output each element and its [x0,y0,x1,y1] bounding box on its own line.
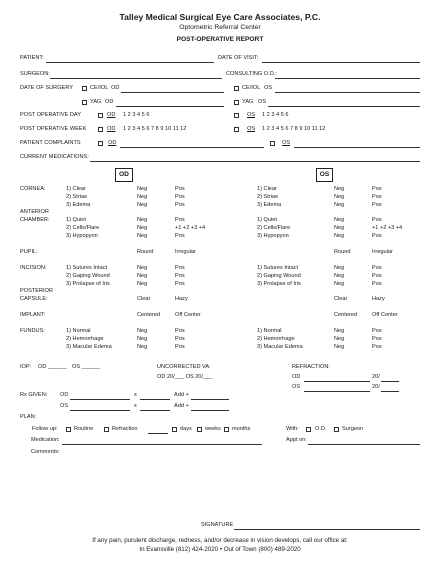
date-of-visit-field[interactable] [262,62,420,63]
os-pos-option[interactable]: Pos [372,233,382,239]
appt-on-label: Appt on: [286,437,307,443]
os-neg-option[interactable]: Neg [334,217,345,223]
os-pos-option[interactable]: Pos [372,194,382,200]
os-incision-item: 2) Gaping Wound [257,273,301,279]
rx-od-add-label: Add + [174,392,189,398]
od-pos-option[interactable]: Pos [175,202,185,208]
od-neg-option[interactable]: Neg [137,194,148,200]
od-neg-option[interactable]: Neg [137,344,148,350]
rx-os-add-field[interactable] [191,410,229,411]
rx-os-axis-field[interactable] [140,410,170,411]
os-pos-option[interactable]: Pos [372,186,382,192]
refraction-label: REFRACTION: [292,364,330,370]
refraction-od-va-label: 20/ [372,374,380,380]
post-op-day-od-checkbox[interactable] [98,113,103,118]
od-irregular-option[interactable]: Irregular [175,249,196,255]
rx-given-label: Rx GIVEN: [20,392,48,398]
complaints-os-checkbox[interactable] [270,141,275,146]
date-of-surgery-label: DATE OF SURGERY [20,85,73,91]
iop-label: IOP: [20,364,32,370]
rx-os-add-label: Add + [174,403,189,409]
signature-field[interactable] [234,529,420,530]
od-label: OD [105,99,114,105]
os-label: OS [258,99,267,105]
surgeon-label: SURGEON: [20,71,50,77]
consulting-od-field[interactable] [275,78,420,79]
os-neg-option[interactable]: Neg [334,328,345,334]
os-fundus-item: 2) Hemorrhage [257,336,295,342]
routine-checkbox[interactable] [66,427,71,432]
surgeon-field[interactable] [50,78,222,79]
os-pos-option[interactable]: Pos [372,336,382,342]
od-pos-option[interactable]: Pos [175,217,185,223]
post-op-week-od-numbers[interactable]: 1 2 3 4 5 6 7 8 9 10 11 12 [123,126,187,132]
refraction-od-va-field[interactable] [381,381,399,382]
os-off-center-option[interactable]: Off Center [372,312,398,318]
os-pos-option[interactable]: Pos [372,281,382,287]
refraction-os-va-field[interactable] [381,391,399,392]
os-chamber-item: 1) Quiet [257,217,277,223]
ce-iol-os-date[interactable] [275,92,420,93]
yag-os-checkbox[interactable] [234,100,239,105]
os-pos-option[interactable]: Pos [372,328,382,334]
rx-os-label: OS [60,403,69,409]
pupil-label: PUPIL: [20,249,38,255]
uncorrected-va-fields[interactable]: OD 20/___ OS 20/___ [157,374,213,380]
os-clear-option[interactable]: Clear [334,296,348,302]
cornea-label: CORNEA: [20,186,46,192]
os-pos-option[interactable]: Pos [372,344,382,350]
od-pos-option[interactable]: Pos [175,344,185,350]
od-pos-option[interactable]: Pos [175,194,185,200]
od-pos-option[interactable]: Pos [175,328,185,334]
clinic-name: Talley Medical Surgical Eye Care Associates, P.C. [119,12,321,22]
rx-od-x-label: x [134,392,137,398]
days-label: days [180,426,192,432]
os-neg-option[interactable]: Neg [334,265,345,271]
od-neg-option[interactable]: Neg [137,217,148,223]
ce-iol-od-checkbox[interactable] [82,86,87,91]
os-pos-option[interactable]: Pos [372,217,382,223]
od-header: OD [115,168,133,182]
os-header: OS [316,168,333,182]
os-centered-option[interactable]: Centered [334,312,358,318]
os-irregular-option[interactable]: Irregular [372,249,393,255]
with-surgeon-checkbox[interactable] [334,427,339,432]
complaints-os-field[interactable] [294,147,420,148]
od-neg-option[interactable]: Neg [137,281,148,287]
os-grade-options[interactable]: +1 +2 +3 +4 [372,225,403,231]
footer-phone-numbers: In Evansville (812) 424-2020 • Out of Town (800) 489-2020 [139,546,301,553]
od-pos-option[interactable]: Pos [175,336,185,342]
os-label: OS [247,112,256,118]
od-cornea-item: 2) Striae [66,194,88,200]
os-cornea-item: 1) Clear [257,186,277,192]
os-neg-option[interactable]: Neg [334,194,345,200]
refraction-od-field[interactable] [304,381,370,382]
current-medications-label: CURRENT MEDICATIONS: [20,154,89,160]
os-cornea-item: 2) Striae [257,194,279,200]
implant-label: IMPLANT: [20,312,46,318]
od-pos-option[interactable]: Pos [175,186,185,192]
patient-label: PATIENT: [20,55,44,61]
od-off-center-option[interactable]: Off Center [175,312,201,318]
os-fundus-item: 1) Normal [257,328,282,334]
os-round-option[interactable]: Round [334,249,351,255]
os-label: OS [247,126,256,132]
post-op-day-od-numbers[interactable]: 1 2 3 4 5 6 [123,112,150,118]
yag-od-label: YAG [90,99,102,105]
od-clear-option[interactable]: Clear [137,296,151,302]
post-op-week-label: POST OPERATIVE WEEK [20,126,87,132]
plan-label: PLAN: [20,414,37,420]
refraction-checkbox[interactable] [104,427,109,432]
os-chamber-item: 3) Hypopyon [257,233,289,239]
os-neg-option[interactable]: Neg [334,225,345,231]
fundus-label: FUNDUS: [20,328,45,334]
refraction-os-label: OS [292,384,301,390]
od-fundus-item: 1) Normal [66,328,91,334]
report-title: POST-OPERATIVE REPORT [176,36,264,43]
od-chamber-item: 1) Quiet [66,217,86,223]
patient-complaints-label: PATIENT COMPLAINTS [20,140,81,146]
signature-label: SIGNATURE [201,522,234,528]
ce-iol-od-date[interactable] [121,92,224,93]
patient-field[interactable] [46,62,214,63]
rx-od-add-field[interactable] [191,399,229,400]
rx-od-sphere-field[interactable] [70,399,130,400]
with-surgeon-label: Surgeon [342,426,364,432]
os-label: OS [264,85,273,91]
od-incision-item: 3) Prolapse of Iris [66,281,110,287]
os-neg-option[interactable]: Neg [334,273,345,279]
os-incision-item: 3) Prolapse of Iris [257,281,301,287]
refraction-option-label: Refraction [112,426,138,432]
post-op-week-od-checkbox[interactable] [98,127,103,132]
date-of-visit-label: DATE OF VISIT: [218,55,259,61]
od-pos-option[interactable]: Pos [175,281,185,287]
post-op-day-label: POST OPERATIVE DAY [20,112,81,118]
rx-od-label: OD [60,392,69,398]
os-cornea-item: 3) Edema [257,202,282,208]
od-neg-option[interactable]: Neg [137,336,148,342]
refraction-os-field[interactable] [304,391,370,392]
refraction-od-label: OD [292,374,301,380]
comments-label: Comments: [31,449,60,455]
os-pos-option[interactable]: Pos [372,273,382,279]
os-chamber-item: 2) Cells/Flare [257,225,291,231]
with-od-checkbox[interactable] [306,427,311,432]
os-hazy-option[interactable]: Hazy [372,296,385,302]
od-fundus-item: 2) Hemorrhage [66,336,104,342]
od-cornea-item: 3) Edema [66,202,91,208]
od-neg-option[interactable]: Neg [137,265,148,271]
os-pos-option[interactable]: Pos [372,265,382,271]
os-neg-option[interactable]: Neg [334,344,345,350]
posterior-label: POSTERIOR [20,288,53,294]
yag-os-date[interactable] [268,106,420,107]
weeks-label: weeks [205,426,221,432]
ce-iol-od-label: CE/IOL [90,85,109,91]
od-fundus-item: 3) Macular Edema [66,344,112,350]
anterior-label: ANTERIOR [20,209,49,215]
od-label: OD [111,85,120,91]
od-round-option[interactable]: Round [137,249,154,255]
os-label: OS [282,140,291,146]
yag-od-date[interactable] [116,106,224,107]
capsule-label: CAPSULE: [20,296,48,302]
od-neg-option[interactable]: Neg [137,273,148,279]
medication-label: Medication: [31,437,60,443]
follow-up-count-field[interactable] [148,433,168,434]
follow-up-label: Follow up: [32,426,58,432]
rx-od-axis-field[interactable] [140,399,170,400]
months-label: months [232,426,251,432]
od-grade-options[interactable]: +1 +2 +3 +4 [175,225,206,231]
od-neg-option[interactable]: Neg [137,186,148,192]
od-incision-item: 2) Gaping Wound [66,273,110,279]
os-neg-option[interactable]: Neg [334,186,345,192]
center-name: Optometric Referral Center [179,24,261,31]
os-pos-option[interactable]: Pos [372,202,382,208]
os-incision-item: 1) Sutures Intact [257,265,299,271]
consulting-od-label: CONSULTING O.D.: [226,71,277,77]
with-label: With: [286,426,299,432]
od-label: OD [107,126,116,132]
ce-iol-os-label: CE/IOL [242,85,261,91]
od-chamber-item: 2) Cells/Flare [66,225,100,231]
od-pos-option[interactable]: Pos [175,273,185,279]
os-neg-option[interactable]: Neg [334,233,345,239]
od-label: OD [108,140,117,146]
uncorrected-va-label: UNCORRECTED VA: [157,364,211,370]
od-neg-option[interactable]: Neg [137,233,148,239]
iop-os-field[interactable]: OS ______ [72,364,101,370]
rx-os-x-label: x [134,403,137,409]
current-medications-field[interactable] [90,161,420,162]
complaints-od-checkbox[interactable] [98,141,103,146]
yag-od-checkbox[interactable] [82,100,87,105]
od-cornea-item: 1) Clear [66,186,86,192]
post-op-day-os-checkbox[interactable] [234,113,239,118]
ce-iol-os-checkbox[interactable] [234,86,239,91]
rx-os-sphere-field[interactable] [70,410,130,411]
chamber-label: CHAMBER: [20,217,50,223]
iop-od-field[interactable]: OD ______ [38,364,67,370]
od-pos-option[interactable]: Pos [175,233,185,239]
complaints-od-field[interactable] [120,147,264,148]
refraction-os-va-label: 20/ [372,384,380,390]
post-op-week-os-numbers[interactable]: 1 2 3 4 5 6 7 8 9 10 11 12 [262,126,326,132]
os-neg-option[interactable]: Neg [334,281,345,287]
od-label: OD [107,112,116,118]
routine-label: Routine [74,426,94,432]
od-neg-option[interactable]: Neg [137,328,148,334]
od-neg-option[interactable]: Neg [137,202,148,208]
od-chamber-item: 3) Hypopyon [66,233,98,239]
medication-field[interactable] [62,444,262,445]
os-fundus-item: 3) Macular Edema [257,344,303,350]
months-checkbox[interactable] [224,427,229,432]
with-od-label: O.D. [315,426,327,432]
yag-os-label: YAG [242,99,254,105]
days-checkbox[interactable] [172,427,177,432]
od-centered-option[interactable]: Centered [137,312,161,318]
od-hazy-option[interactable]: Hazy [175,296,188,302]
post-op-day-os-numbers[interactable]: 1 2 3 4 5 6 [262,112,289,118]
od-pos-option[interactable]: Pos [175,265,185,271]
od-incision-item: 1) Sutures Intact [66,265,108,271]
weeks-checkbox[interactable] [197,427,202,432]
post-op-week-os-checkbox[interactable] [234,127,239,132]
appt-on-field[interactable] [308,444,420,445]
incision-label: INCISION: [20,265,47,271]
os-neg-option[interactable]: Neg [334,336,345,342]
od-neg-option[interactable]: Neg [137,225,148,231]
footer-instructions: If any pain, purulent discharge, redness, and/or decrease in vision develops, call our office at: [92,537,348,544]
os-neg-option[interactable]: Neg [334,202,345,208]
